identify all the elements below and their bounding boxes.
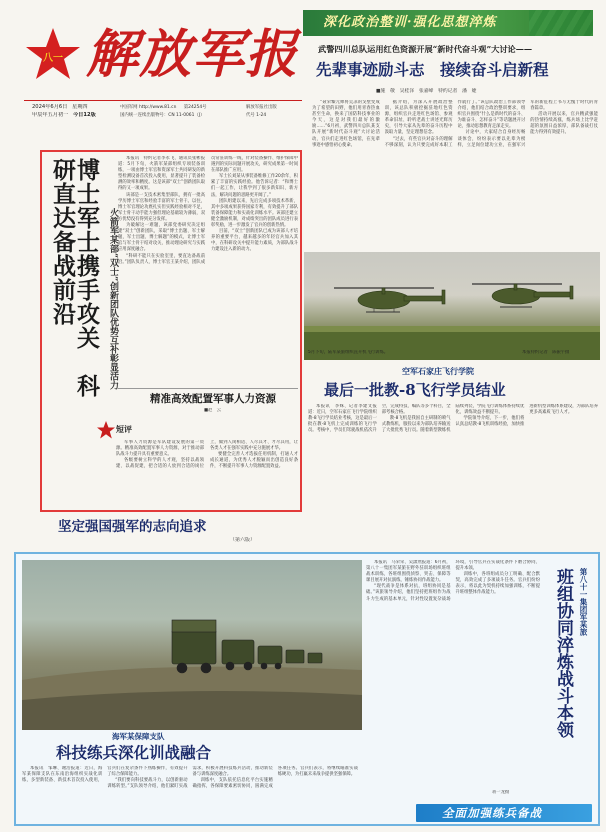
serial-number: 第24254号 [183, 105, 207, 110]
publication-code: 国内统一连续出版物号：CN 11-0061（J） [120, 113, 205, 118]
postal-code: 代号 1-24 [246, 113, 267, 118]
flight-p1: 本报讯 李姝、记者李建文报道：近日，空军石家庄飞行学院组织教-8飞行学员结业考核，这是最后一批在教-8飞机上完成训练的飞行学员。考核中，学员们驾驶战机依次升空，完成特技、编队等多个科目，全部考核合格。 [308, 404, 451, 434]
helicopter-illustration [304, 252, 600, 360]
top-story-headline: 先辈事迹励斗志 接续奋斗启新程 [316, 60, 549, 79]
flight-p3: 学院领导介绍，下一步，他们将认真总结教-8飞机训练经验，加快推进新机型训练体系建设，为部队培养更多高素质飞行人才。 [455, 404, 598, 428]
issue-weekday: 星期四 [72, 104, 88, 110]
sub-story-byline: ■赵 云 [204, 408, 221, 413]
photo-credit: 本报特约记者 陈振宇摄 [522, 350, 570, 355]
sub-story-p2: 各级要树立科学的人才观，坚持以战领建、以战促建，把合适的人放到合适的岗位上，做到人岗相适、人尽其才、才尽其用，让各类人才在强军实践中充分施展才华。 [116, 440, 298, 470]
svg-text:八一: 八一 [43, 53, 63, 64]
lead-p4: “科研不能只在实验室里，要直达备战前沿。”团队负责人、博士军官王某介绍，团队成员常驻训练一线，针对装备操作、维护保障中遇到的实际问题开展攻关，研究成果第一时间在部队推广应用。 [118, 156, 298, 265]
bottom-left-p3: 训练中，支队依托信息化平台实施精确指挥，各保障要素密切协同，圆满完成各项任务。官兵们表示，将继续瞄准实战练硬功，为打赢未来战争提供坚强保障。 [192, 766, 358, 790]
top-story-p3: “过去，有些官兵对奋斗的理解不够深刻，认为只要完成好本职工作就行了。”该总队政治工作部领导介绍，他们结合政治整训要求，组织官兵围绕“什么是新时代的奋斗、为谁奋斗、怎样奋斗”等话题展开讨论，推动思想教育走深走实。 [384, 100, 526, 148]
top-story-p2: 据介绍，为深入开展政治整训，该总队积极挖掘驻地红色资源，组织官兵走进红色场馆、参观革命旧址、聆听老战士讲述光辉历史，引导大家从先辈的奋斗历程中汲取力量，坚定理想信念。 [384, 100, 453, 136]
lead-p3: 为破解这一难题，该部党委研究决定组建“双士”创新团队，采取“博士出题、军士解题，军士出题、博士解题”的模式，让博士军官与军士骨干结对攻关，推动理论研究与实践应用深度融合。 [118, 223, 205, 253]
top-story-byline: ■施 敬 吴桂泽 张嘉峰 特约记者 潘 婕 [376, 89, 477, 94]
bottom-left-kicker: 海军某保障支队 [112, 732, 165, 741]
bottom-left-headline: 科技练兵深化训战融合 [56, 743, 212, 762]
sub-story-p3: 要健全完善人才选拔任用机制，打通人才成长通道，为优秀人才脱颖而出创造良好条件，不断提升军事人力资源配置效益。 [210, 452, 298, 470]
sub-story-p1: 军事人力资源是军队建设发展的第一资源。精准高效配置军事人力资源，对于推动部队战斗力提升具有重要意义。 [116, 440, 204, 458]
flight-p2: 教-8飞机是我国自主研制的喷气式教练机，服役以来为部队培养输送了大批优秀飞行员。随着新型教练机陆续列装，学院飞行训练体系持续优化，训练效益不断提升。 [381, 404, 525, 434]
right-story-p3: 训练中，各班组成员分工明确、配合默契，高效完成了多项战斗任务。官兵们纷纷表示，将以此为契机持续加强训练，不断提升班组整体作战能力。 [455, 572, 540, 596]
slogan-bar [40, 516, 302, 546]
website: 中国军网 http://www.81.cn [120, 105, 177, 110]
flight-kicker: 空军石家庄飞行学院 [402, 366, 474, 376]
commentary-badge [96, 418, 142, 442]
helicopter-photo [304, 252, 600, 360]
flight-body [308, 404, 598, 486]
star-icon [96, 420, 116, 440]
top-story-p4: 讨论中，大家结合自身经历畅谈体会，纷纷表示要以先辈为榜样，立足岗位建功立业，在强军兴军的新征程上书写无愧于时代的青春篇章。 [457, 100, 598, 148]
masthead [24, 16, 302, 134]
masthead-title: 解放军报 [86, 24, 299, 85]
sub-story-headline: 精准高效配置军事人力资源 [150, 393, 276, 405]
vehicle-photo [22, 560, 362, 730]
theme-banner [303, 10, 593, 36]
sub-story-rule [118, 388, 298, 389]
right-story-headline: 班组协同淬炼战斗本领 [553, 568, 573, 738]
masthead-divider [24, 100, 302, 101]
banner-pattern [529, 10, 593, 36]
lead-p6: 团队组建以来，先后完成多项技术革新，其中多项成果获得国家专利，有效提升了部队装备保障能力和实战化训练水平。该部还建立健全激励机制，对成绩突出的团队成员进行表彰奖励，进一步激发了官兵的创新热情。 [211, 198, 298, 229]
right-story-p2: “现代战争是体系对抗，班组协同是基础。”该旅领导介绍，他们坚持把班组作为战斗力生成的基本单元，针对性设置复杂战场环境，引导官兵在实战化条件下磨合协同、提升本领。 [366, 560, 540, 602]
lead-headline: 博士军士携手攻关 科研直达备战前沿 [49, 158, 100, 398]
lead-subtitle: 火箭军某部“双士”创新团队优势互补彰显活力 [108, 208, 118, 390]
bottom-banner-text: 全面加强练兵备战 [442, 806, 542, 820]
lead-p7: 目前，“双士”创新团队已成为该部人才培养的重要平台，越来越多的年轻官兵加入其中，在科研攻关中提升能力素质，为部队战斗力建设注入新的动力。 [211, 229, 298, 253]
lunar-date: 甲辰年五月初一 [32, 112, 69, 118]
right-story-kicker: 第八十一集团军某旅 [579, 568, 588, 636]
top-story-body [312, 100, 598, 250]
star-icon [24, 26, 82, 82]
issue-pages: 今日12版 [72, 112, 96, 118]
bottom-banner [416, 804, 592, 822]
top-story-kicker: 武警四川总队运用红色资源开展“新时代奋斗观”大讨论—— [318, 44, 533, 54]
slogan-page-ref: （第六版） [230, 537, 256, 543]
red-star-emblem [24, 26, 82, 82]
right-story-p1: 本报讯 马荣荣、吴潇然报道：6月初，第八十一集团军某旅在野外驻训场组织班组战术训练，各班组围绕侦察、突击、保障等课目展开对抗演练，锤炼协同作战能力。 [366, 560, 451, 584]
flight-headline: 最后一批教-8飞行学员结业 [324, 381, 506, 399]
top-story-p1: “聂荣臻元帅将荒凉的戈壁变成为了希望的田野，他们用青春热血甚至生命，换来了国防科技事业的今天，这是对我们最好的激励……”6月初，武警四川总队某支队开展“新时代奋斗观”大讨论活动，官兵们走进红色场馆，在先辈事迹中感悟初心使命。 [312, 100, 380, 148]
right-story-body [366, 560, 540, 788]
lead-p5: 军士长刘某从事装备维修工作20余年，积累了丰富的实践经验。他告诉记者：“和博士们一起工作，让我学到了很多新知识、新方法，解决问题的思路更开阔了。” [211, 174, 298, 198]
publisher: 解放军报社出版 [246, 105, 277, 110]
right-photo-credit: 蒋一龙摄 [492, 790, 510, 795]
bottom-left-p1: 本报讯 邹琳、谢浩报道：近日，海军某保障支队在东南沿海组织实战化训练，多型新装备、新技术首次投入使用，官兵们在复杂条件下熟练操作，有效提升了综合保障能力。 [22, 766, 188, 784]
top-story-p5: 活动开展以来，官兵精武强能的热情持续高涨，练兵场上比学赶超的氛围日益浓厚，部队备战打仗能力得到有效提升。 [530, 112, 598, 136]
vehicle-illustration [22, 560, 362, 730]
lead-p1: 本报讯 特约记者李永飞、通讯员张彬报道：5月下旬，火箭军某部组织专项装备训练，一项由博士军官和资深军士共同研发的新型检测设备首次投入使用，显著提升了装备检测的效率和精度。这是该部“双士”创新团队取得的又一项成果。 [118, 156, 205, 192]
bottom-left-body [22, 766, 358, 822]
slogan-text: 坚定强国强军的志向追求 [58, 519, 207, 535]
bottom-left-p2: “我们要向科技要战斗力，以创新驱动训练转型。”支队领导介绍，他们紧盯实战需求，积极开展科技练兵活动，推动新装备与训练深度融合。 [107, 766, 273, 790]
lead-body [118, 156, 298, 384]
sub-story-body [116, 440, 298, 508]
commentary-label: 短评 [116, 424, 132, 434]
theme-banner-text: 深化政治整训·强化思想淬炼 [323, 15, 497, 30]
photo-caption: 5月下旬，陆军某旅组织直升机飞行训练。 [308, 350, 389, 355]
issue-date: 2024年6月6日 [32, 104, 68, 110]
lead-p2: 该部是一支技术密集型部队，拥有一批高学历博士军官和经验丰富的军士骨干。以往，博士军官理论功底扎实但实践经验相对不足，军士骨干动手能力强但理论基础较为薄弱，双方优势没有得到充分发挥。 [118, 192, 205, 222]
